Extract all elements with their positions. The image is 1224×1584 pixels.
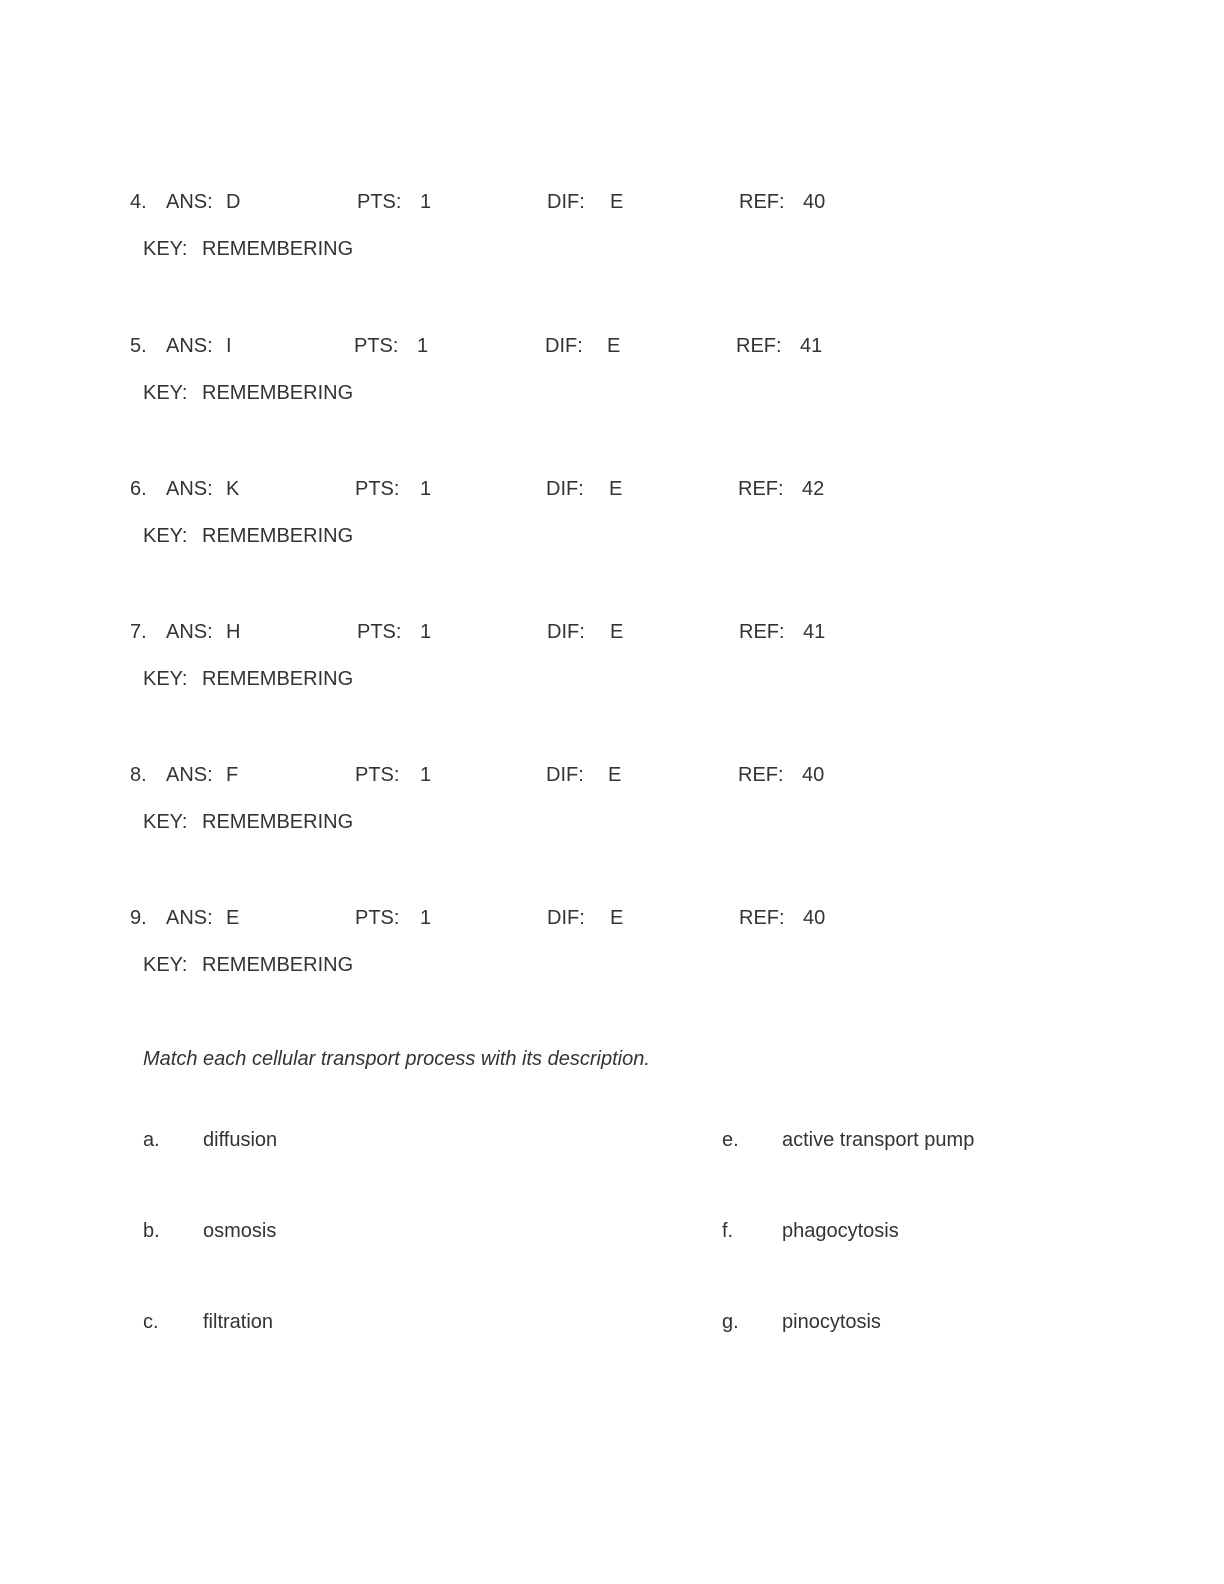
pts-value: 1 (420, 907, 432, 929)
question-number: 7. (130, 621, 147, 643)
option-term: osmosis (203, 1220, 277, 1242)
key-value: REMEMBERING (202, 238, 354, 260)
dif-label: DIF: (547, 621, 585, 643)
option-term: active transport pump (782, 1129, 975, 1151)
question-number: 4. (130, 191, 147, 213)
question-number: 6. (130, 478, 147, 500)
ans-value: I (226, 335, 232, 357)
key-label: KEY: (143, 238, 188, 260)
key-value: REMEMBERING (202, 525, 354, 547)
ref-label: REF: (738, 764, 784, 786)
ans-label: ANS: (166, 764, 213, 786)
dif-value: E (610, 621, 624, 643)
pts-label: PTS: (357, 191, 402, 213)
ref-label: REF: (738, 478, 784, 500)
question-number: 8. (130, 764, 147, 786)
key-value: REMEMBERING (202, 954, 354, 976)
option-letter: g. (722, 1311, 739, 1333)
matching-instructions: Match each cellular transport process with its description. (143, 1048, 650, 1070)
pts-value: 1 (420, 478, 432, 500)
option-term: filtration (203, 1311, 274, 1333)
match-option (722, 1128, 975, 1152)
option-letter: e. (722, 1129, 739, 1151)
match-option (722, 1219, 899, 1243)
dif-label: DIF: (546, 478, 584, 500)
ref-label: REF: (736, 335, 782, 357)
ref-value: 40 (802, 764, 825, 786)
question-number: 5. (130, 335, 147, 357)
pts-value: 1 (420, 191, 432, 213)
ans-label: ANS: (166, 191, 213, 213)
match-option (143, 1219, 277, 1243)
answer-entry (0, 906, 1224, 996)
dif-value: E (610, 191, 624, 213)
match-option (143, 1128, 278, 1152)
option-term: pinocytosis (782, 1311, 881, 1333)
key-label: KEY: (143, 525, 188, 547)
dif-value: E (610, 907, 624, 929)
ans-label: ANS: (166, 335, 213, 357)
key-value: REMEMBERING (202, 668, 354, 690)
match-option (143, 1310, 274, 1334)
option-letter: f. (722, 1220, 734, 1242)
ans-value: K (226, 478, 240, 500)
answer-entry (0, 763, 1224, 853)
dif-value: E (607, 335, 621, 357)
pts-value: 1 (420, 764, 432, 786)
question-number: 9. (130, 907, 147, 929)
dif-label: DIF: (546, 764, 584, 786)
pts-label: PTS: (355, 907, 400, 929)
pts-label: PTS: (355, 478, 400, 500)
ref-value: 42 (802, 478, 825, 500)
answer-entry (0, 477, 1224, 567)
dif-label: DIF: (547, 191, 585, 213)
option-term: diffusion (203, 1129, 278, 1151)
ref-label: REF: (739, 907, 785, 929)
pts-label: PTS: (354, 335, 399, 357)
answer-entry (0, 620, 1224, 710)
ref-value: 41 (800, 335, 823, 357)
ans-label: ANS: (166, 478, 213, 500)
dif-value: E (608, 764, 622, 786)
option-letter: c. (143, 1311, 159, 1333)
ref-value: 40 (803, 907, 826, 929)
match-option (722, 1310, 881, 1334)
dif-value: E (609, 478, 623, 500)
key-label: KEY: (143, 382, 188, 404)
key-value: REMEMBERING (202, 811, 354, 833)
ref-value: 40 (803, 191, 826, 213)
ans-label: ANS: (166, 621, 213, 643)
pts-value: 1 (420, 621, 432, 643)
ans-value: E (226, 907, 240, 929)
answer-entry (0, 190, 1224, 280)
ans-value: F (226, 764, 239, 786)
key-label: KEY: (143, 954, 188, 976)
option-letter: a. (143, 1129, 160, 1151)
answer-entry (0, 334, 1224, 424)
option-term: phagocytosis (782, 1220, 899, 1242)
key-label: KEY: (143, 668, 188, 690)
ref-label: REF: (739, 621, 785, 643)
dif-label: DIF: (547, 907, 585, 929)
key-label: KEY: (143, 811, 188, 833)
pts-label: PTS: (357, 621, 402, 643)
ref-label: REF: (739, 191, 785, 213)
option-letter: b. (143, 1220, 160, 1242)
ans-value: D (226, 191, 241, 213)
ans-label: ANS: (166, 907, 213, 929)
ans-value: H (226, 621, 241, 643)
key-value: REMEMBERING (202, 382, 354, 404)
dif-label: DIF: (545, 335, 583, 357)
ref-value: 41 (803, 621, 826, 643)
pts-label: PTS: (355, 764, 400, 786)
pts-value: 1 (417, 335, 429, 357)
